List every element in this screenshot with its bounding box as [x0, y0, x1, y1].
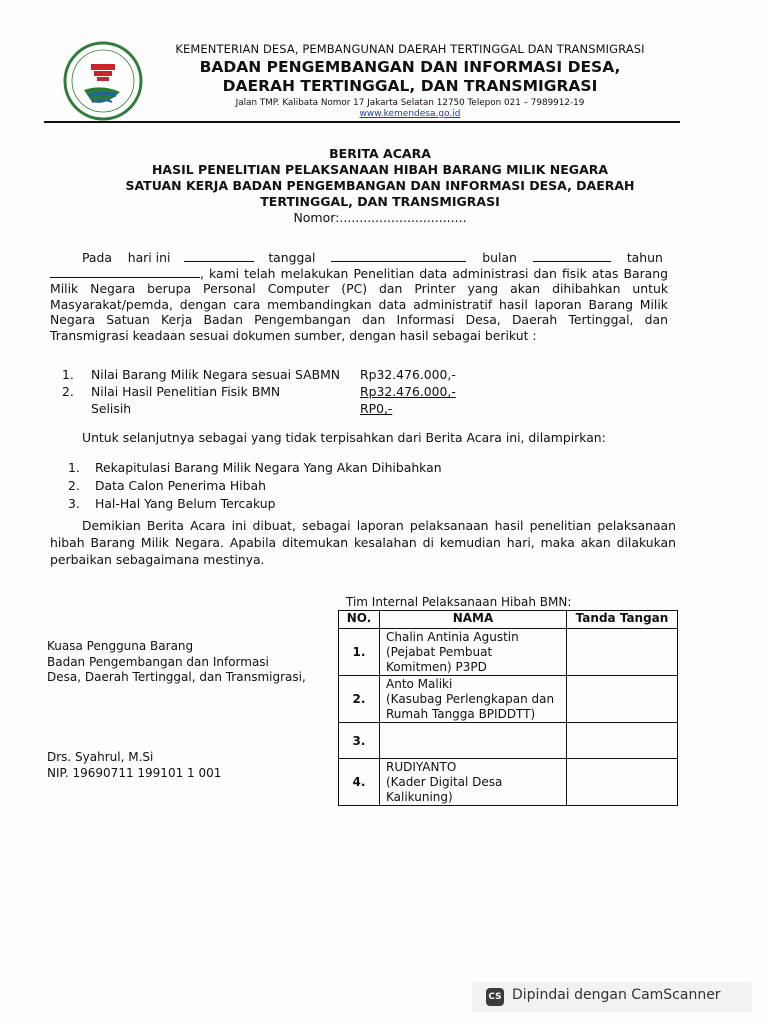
table-row — [339, 723, 678, 759]
header-no: NO. — [339, 611, 380, 629]
document-number: Nomor:................................ — [293, 210, 467, 225]
attachment-number: 1. — [68, 460, 80, 475]
value-amount: Rp32.476.000,- — [360, 384, 456, 399]
signature-cell — [567, 676, 678, 723]
member-cell — [380, 723, 567, 759]
value-label: Nilai Barang Milik Negara sesuai SABMN — [91, 367, 341, 382]
authority-org-line1: Badan Pengembangan dan Informasi — [47, 654, 269, 669]
signature-cell — [567, 759, 678, 806]
ministry-logo — [62, 40, 144, 122]
letterhead — [150, 40, 670, 119]
table-row — [339, 759, 678, 806]
title-line4: TERTINGGAL, DAN TRANSMIGRASI — [260, 194, 500, 209]
opening-tanggal: tanggal — [268, 250, 316, 265]
row-number: 3. — [339, 723, 380, 759]
attachment-number: 2. — [68, 478, 80, 493]
member-role: (Kasubag Perlengkapan dan — [386, 692, 555, 706]
agency-website-link[interactable]: www.kemendesa.go.id — [359, 109, 461, 119]
letterhead-divider — [44, 121, 680, 123]
member-cell — [380, 676, 567, 723]
row-number: 2. — [339, 676, 380, 723]
authority-block — [47, 639, 306, 686]
camscanner-watermark — [472, 982, 752, 1012]
agency-name-line2: DAERAH TERTINGGAL, DAN TRANSMIGRASI — [222, 77, 598, 95]
value-amount: Rp32.476.000,- — [360, 367, 456, 382]
opening-tahun: tahun — [626, 250, 663, 265]
attachment-label: Data Calon Penerima Hibah — [95, 478, 266, 493]
opening-body: , kami telah melakukan Penelitian data administrasi dan fisik atas Barang Milik Negara berupa Personal Computer (PC) dan Printer yang akan dihibahkan untuk Masyarakat/pemda, dengan cara membandingkan data administratif hasil laporan Barang Milik Negara Satuan Kerja Badan Pengembangan dan Informasi Desa, Daerah Tertinggal, dan Transmigrasi keadaan sesuai dokumen sumber, dengan hasil sebagai berikut : — [50, 265, 668, 343]
member-cell — [380, 759, 567, 806]
team-table — [338, 610, 678, 806]
opening-hari-ini: hari ini — [127, 250, 171, 265]
member-role: Kalikuning) — [386, 790, 453, 804]
camscanner-text: Dipindai dengan CamScanner — [512, 987, 721, 1003]
camscanner-icon: CS — [486, 988, 504, 1006]
value-number: 1. — [62, 367, 74, 382]
attachments-intro: Untuk selanjutnya sebagai yang tidak terpisahkan dari Berita Acara ini, dilampirkan: — [82, 430, 606, 445]
attachment-number: 3. — [68, 496, 80, 511]
header-signature: Tanda Tangan — [567, 611, 678, 629]
authority-org-line2: Desa, Daerah Tertinggal, dan Transmigrasi, — [47, 670, 306, 684]
header-nama: NAMA — [380, 611, 567, 629]
table-row — [339, 676, 678, 723]
title-line3: SATUAN KERJA BADAN PENGEMBANGAN DAN INFORMASI DESA, DAERAH — [125, 178, 635, 193]
member-role: Rumah Tangga BPIDDTT) — [386, 707, 536, 721]
closing-paragraph: Demikian Berita Acara ini dibuat, sebagai laporan pelaksanaan hasil penelitian pelaksanaan hibah Barang Milik Negara. Apabila ditemukan kesalahan di kemudian hari, maka akan dilakukan perbaikan sebagaimana mestinya. — [50, 518, 676, 567]
row-number: 1. — [339, 629, 380, 676]
signatory-name: Drs. Syahrul, M.Si — [47, 750, 154, 764]
title-line1: BERITA ACARA — [329, 146, 431, 161]
signature-cell — [567, 723, 678, 759]
agency-address: Jalan TMP. Kalibata Nomor 17 Jakarta Selatan 12750 Telepon 021 – 7989912-19 — [235, 98, 585, 108]
team-title: Tim Internal Pelaksanaan Hibah BMN: — [346, 595, 572, 609]
blank-tanggal — [331, 251, 466, 262]
opening-pada: Pada — [82, 250, 112, 265]
value-label: Selisih — [91, 401, 132, 416]
document-title — [60, 146, 700, 226]
signatory-nip: NIP. 19690711 199101 1 001 — [47, 766, 222, 780]
row-number: 4. — [339, 759, 380, 806]
member-name: Anto Maliki — [386, 677, 453, 691]
signatory-block — [47, 749, 221, 781]
blank-hari — [184, 251, 254, 262]
authority-title: Kuasa Pengguna Barang — [47, 639, 194, 653]
attachment-label: Hal-Hal Yang Belum Tercakup — [95, 496, 276, 511]
member-cell — [380, 629, 567, 676]
agency-name-line1: BADAN PENGEMBANGAN DAN INFORMASI DESA, — [199, 58, 621, 76]
title-line2: HASIL PENELITIAN PELAKSANAAN HIBAH BARANG MILIK NEGARA — [151, 162, 609, 177]
value-amount: RP0,- — [360, 401, 393, 416]
attachment-label: Rekapitulasi Barang Milik Negara Yang Akan Dihibahkan — [95, 460, 442, 475]
member-role: (Pejabat Pembuat — [386, 645, 493, 659]
value-number: 2. — [62, 384, 74, 399]
table-header-row — [339, 611, 678, 629]
blank-tahun — [50, 267, 200, 278]
member-name: RUDIYANTO — [386, 760, 457, 774]
signature-cell — [567, 629, 678, 676]
member-role: Komitmen) P3PD — [386, 660, 487, 674]
table-row — [339, 629, 678, 676]
value-label: Nilai Hasil Penelitian Fisik BMN — [91, 384, 281, 399]
opening-paragraph — [50, 250, 668, 343]
blank-bulan — [533, 251, 611, 262]
member-name: Chalin Antinia Agustin — [386, 630, 519, 644]
ministry-name: KEMENTERIAN DESA, PEMBANGUNAN DAERAH TERTINGGAL DAN TRANSMIGRASI — [175, 42, 645, 56]
opening-bulan: bulan — [482, 250, 517, 265]
member-role: (Kader Digital Desa — [386, 775, 503, 789]
